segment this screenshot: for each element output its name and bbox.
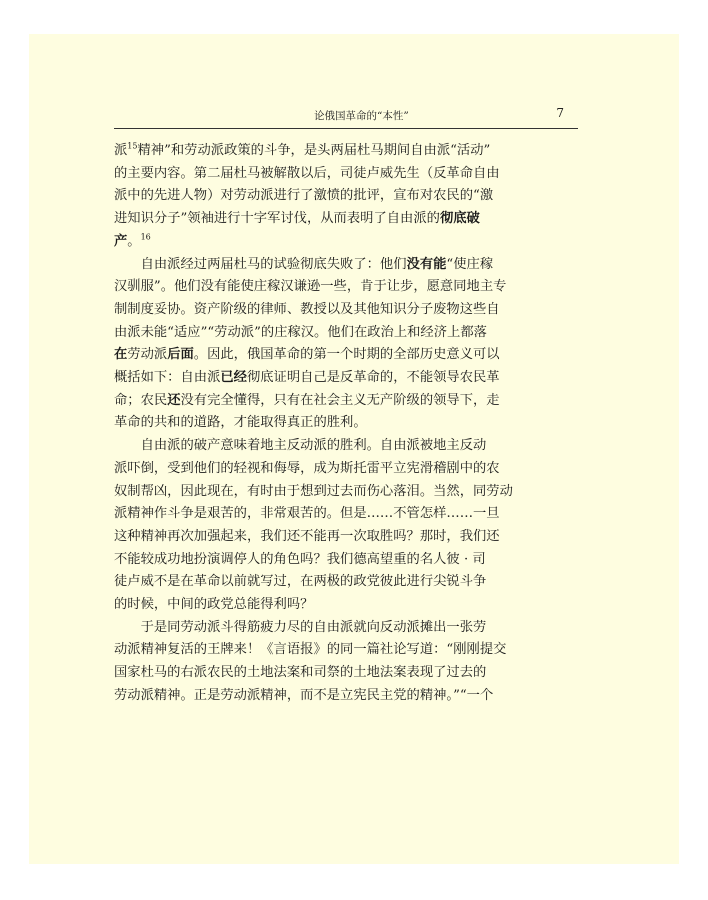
text-line xyxy=(114,254,578,277)
text-line: 劳动派精神。正是劳动派精神，而不是立宪民主党的精神。”“一个 xyxy=(114,687,494,703)
text-line xyxy=(114,367,578,390)
text-line: 派中的先进人物）对劳动派进行了激愤的批评，宣布对农民的“激 xyxy=(114,188,494,204)
footnote-ref-16: 16 xyxy=(140,232,151,242)
text-line xyxy=(114,231,578,254)
header-title: 论俄国革命的“本性” xyxy=(314,110,409,122)
text-run: 进知识分子”领袖进行十字军讨伐，从而表明了自由派的 xyxy=(114,211,440,227)
text-run: 彻底证明自己是反革命的，不能领导农民革 xyxy=(246,370,500,386)
text-line: 徒卢威不是在革命以前就写过，在两极的政党彼此进行尖锐斗争 xyxy=(114,574,487,590)
text-run: 劳动派 xyxy=(127,347,168,363)
emphasis-text: 在 xyxy=(114,347,128,363)
text-line: 动派精神复活的王牌来！《言语报》的同一篇社论写道：“刚刚提交 xyxy=(114,642,507,658)
text-run: “使庄稼 xyxy=(446,256,494,272)
text-run: 。因此，俄国革命的第一个时期的全部历史意义可以 xyxy=(193,347,500,363)
text-run: 没有完全懂得，只有在社会主义无产阶级的领导下，走 xyxy=(180,392,500,408)
text-line: 的主要内容。第二届杜马被解散以后，司徒卢威先生（反革命自由 xyxy=(114,165,500,181)
text-line: 汉驯服”。他们没有能使庄稼汉谦逊一些，肯于让步，愿意同地主专 xyxy=(114,279,507,295)
text-line xyxy=(114,390,578,413)
text-line: 自由派的破产意味着地主反动派的胜利。自由派被地主反动 xyxy=(140,438,487,454)
paragraph-4 xyxy=(114,617,578,708)
emphasis-text: 后面 xyxy=(167,347,194,363)
emphasis-text: 产 xyxy=(114,233,128,249)
text-run: 派 xyxy=(114,143,128,158)
text-line xyxy=(114,344,578,367)
text-line: 的时候，中间的政党总能得利吗？ xyxy=(114,597,314,613)
text-line: 制制度妥协。资产阶级的律师、教授以及其他知识分子废物这些自 xyxy=(114,301,500,317)
paragraph-1 xyxy=(114,140,578,254)
text-line: 国家杜马的右派农民的土地法案和司祭的土地法案表现了过去的 xyxy=(114,665,487,681)
text-line: 不能较成功地扮演调停人的角色吗？我们德高望重的名人彼 · 司 xyxy=(114,551,486,567)
running-header xyxy=(114,106,578,129)
emphasis-text: 彻底破 xyxy=(439,211,480,227)
text-run: 概括如下：自由派 xyxy=(114,370,221,386)
emphasis-text: 没有能 xyxy=(406,256,447,272)
paragraph-2 xyxy=(114,254,578,436)
page-number: 7 xyxy=(556,106,564,120)
emphasis-text: 还 xyxy=(167,392,181,408)
footnote-ref-15: 15 xyxy=(127,141,138,151)
text-run: 自由派经过两届杜马的试验彻底失败了：他们 xyxy=(140,256,407,272)
paragraph-3 xyxy=(114,435,578,617)
text-line: 于是同劳动派斗得筋疲力尽的自由派就向反动派摊出一张劳 xyxy=(140,619,487,635)
body-text xyxy=(114,140,578,708)
text-line: 奴制帮凶，因此现在，有时由于想到过去而伤心落泪。当然，同劳动 xyxy=(114,483,513,499)
text-line: 派精神作斗争是艰苦的，非常艰苦的。但是……不管怎样……一旦 xyxy=(114,506,500,522)
text-line: 革命的共和的道路，才能取得真正的胜利。 xyxy=(114,415,367,431)
text-run: 。 xyxy=(127,233,141,249)
text-run: 命；农民 xyxy=(114,392,168,408)
text-line xyxy=(114,208,578,231)
text-line: 由派未能“适应”“劳动派”的庄稼汉。他们在政治上和经济上都落 xyxy=(114,324,487,340)
text-line xyxy=(114,140,578,163)
text-run: 精神”和劳动派政策的斗争，是头两届杜马期间自由派“活动” xyxy=(137,143,491,158)
emphasis-text: 已经 xyxy=(220,370,247,386)
text-line: 这种精神再次加强起来，我们还不能再一次取胜吗？那时，我们还 xyxy=(114,528,500,544)
text-line: 派吓倒，受到他们的轻视和侮辱，成为斯托雷平立宪滑稽剧中的农 xyxy=(114,460,500,476)
